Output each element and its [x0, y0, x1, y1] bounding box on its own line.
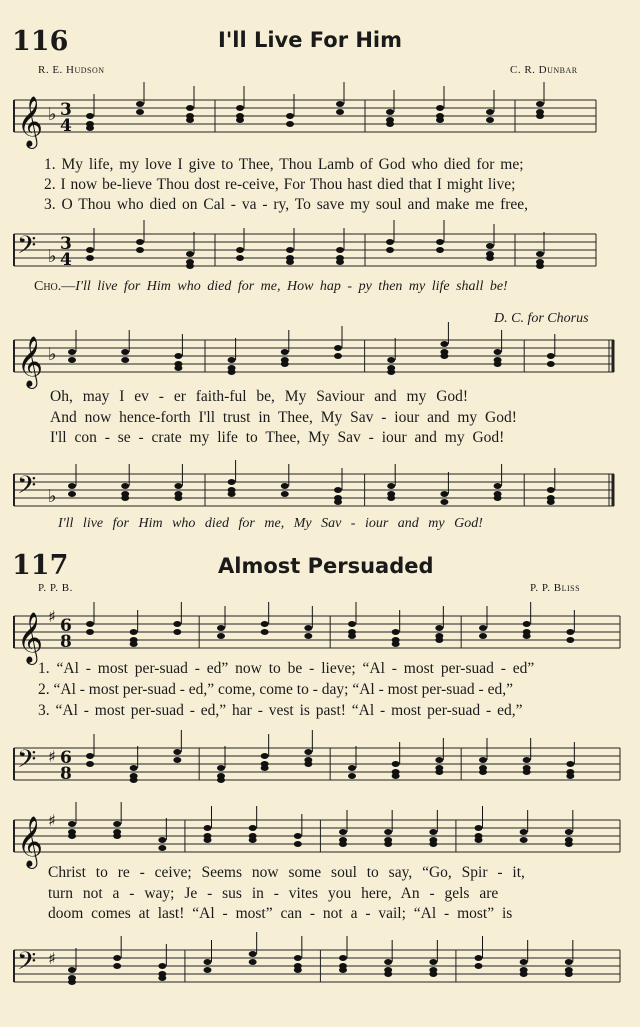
treble-clef: 𝄞: [17, 612, 44, 663]
note-head: [475, 837, 483, 843]
author-credit: C. R. Dunbar: [510, 64, 578, 76]
note-head: [435, 757, 443, 763]
note-head: [68, 491, 76, 497]
note-head: [536, 101, 544, 107]
chorus-line: [34, 279, 508, 295]
note-head: [435, 625, 443, 631]
note-head: [86, 761, 94, 767]
time-signature-bottom: 8: [60, 764, 72, 784]
note-head: [281, 491, 289, 497]
treble-staff: [0, 328, 640, 388]
note-head: [158, 837, 166, 843]
note-head: [228, 491, 236, 497]
note-head: [249, 837, 257, 843]
note-head: [479, 757, 487, 763]
note-head: [236, 105, 244, 111]
note-head: [173, 757, 181, 763]
note-head: [486, 243, 494, 249]
flat-sign: ♭: [48, 246, 57, 267]
note-head: [440, 353, 448, 359]
note-head: [336, 259, 344, 265]
treble-staff: [0, 808, 640, 868]
note-head: [113, 955, 121, 961]
note-head: [565, 959, 573, 965]
note-head: [536, 251, 544, 257]
note-head: [336, 247, 344, 253]
note-head: [479, 625, 487, 631]
chorus-label: Cho.—: [34, 279, 76, 294]
hymn-title: Almost Persuaded: [218, 554, 434, 578]
note-head: [536, 263, 544, 269]
bass-staff: [0, 736, 640, 796]
note-head: [336, 109, 344, 115]
note-head: [547, 353, 555, 359]
note-head: [286, 259, 294, 265]
note-head: [68, 833, 76, 839]
verse-line: Christ to re - ceive; Seems now some soul to say, “Go, Spir - it,: [48, 864, 525, 881]
note-head: [113, 963, 121, 969]
note-head: [386, 239, 394, 245]
chorus-text: I'll live for Him who died for me, How hap - py then my life shall be!: [75, 279, 508, 294]
note-head: [186, 117, 194, 123]
hymn-number: 116: [12, 26, 69, 57]
note-head: [475, 825, 483, 831]
note-head: [236, 255, 244, 261]
note-head: [68, 483, 76, 489]
note-head: [566, 629, 574, 635]
note-head: [520, 971, 528, 977]
flat-sign: ♭: [48, 486, 57, 507]
note-head: [435, 769, 443, 775]
verse-line: turn not a - way; Je - sus in - vites you here, An - gels are: [48, 885, 499, 902]
note-head: [440, 491, 448, 497]
note-head: [136, 101, 144, 107]
note-head: [429, 841, 437, 847]
note-head: [130, 777, 138, 783]
note-head: [217, 633, 225, 639]
note-head: [435, 637, 443, 643]
note-head: [174, 353, 182, 359]
note-head: [113, 821, 121, 827]
note-head: [384, 959, 392, 965]
note-head: [174, 495, 182, 501]
note-head: [387, 357, 395, 363]
time-signature-top: 3: [60, 100, 72, 120]
note-head: [392, 641, 400, 647]
note-head: [304, 633, 312, 639]
note-head: [294, 955, 302, 961]
note-head: [286, 247, 294, 253]
note-head: [475, 955, 483, 961]
note-head: [186, 263, 194, 269]
bass-staff: [0, 462, 640, 522]
note-head: [204, 825, 212, 831]
verse-line: I'll con - se - crate my life to Thee, My Sav - iour and my God!: [50, 429, 505, 446]
note-head: [261, 621, 269, 627]
verse-line: Oh, may I ev - er faith-ful be, My Saviour and my God!: [50, 388, 469, 405]
verse-line: 1. My life, my love I give to Thee, Thou Lamb of God who died for me;: [44, 156, 524, 173]
note-head: [479, 633, 487, 639]
note-head: [86, 753, 94, 759]
note-head: [261, 629, 269, 635]
note-head: [228, 479, 236, 485]
note-head: [523, 621, 531, 627]
note-head: [336, 101, 344, 107]
note-head: [392, 761, 400, 767]
note-head: [204, 837, 212, 843]
note-head: [158, 975, 166, 981]
hymn-number: 117: [12, 550, 69, 581]
note-head: [436, 239, 444, 245]
note-head: [348, 633, 356, 639]
note-head: [228, 369, 236, 375]
time-signature-bottom: 4: [60, 116, 72, 136]
verse-line: doom comes at last! “Al - most” can - not a - vail; “Al - most” is: [48, 905, 513, 922]
note-head: [186, 251, 194, 257]
note-head: [217, 765, 225, 771]
flat-sign: ♭: [48, 104, 57, 125]
composer-credit: R. E. Hudson: [38, 64, 105, 76]
note-head: [173, 621, 181, 627]
author-credit: P. P. B.: [38, 582, 73, 594]
note-head: [86, 621, 94, 627]
note-head: [130, 629, 138, 635]
note-head: [392, 629, 400, 635]
note-head: [429, 829, 437, 835]
note-head: [173, 749, 181, 755]
note-head: [249, 825, 257, 831]
sharp-sign: ♯: [48, 811, 56, 830]
note-head: [348, 773, 356, 779]
note-head: [130, 765, 138, 771]
note-head: [121, 495, 129, 501]
note-head: [494, 361, 502, 367]
note-head: [121, 483, 129, 489]
note-head: [520, 837, 528, 843]
bass-clef: 𝄢: [17, 745, 37, 780]
note-head: [486, 255, 494, 261]
note-head: [348, 765, 356, 771]
verse-line: And now hence-forth I'll trust in Thee, My Sav - iour and my God!: [50, 409, 517, 426]
note-head: [204, 959, 212, 965]
note-head: [68, 821, 76, 827]
note-head: [281, 483, 289, 489]
note-head: [387, 369, 395, 375]
flat-sign: ♭: [48, 344, 57, 365]
note-head: [440, 499, 448, 505]
bass-staff: [0, 938, 640, 998]
note-head: [281, 361, 289, 367]
note-head: [68, 979, 76, 985]
note-head: [392, 773, 400, 779]
note-head: [523, 769, 531, 775]
note-head: [217, 777, 225, 783]
note-head: [547, 361, 555, 367]
composer-credit: P. P. Bliss: [530, 582, 581, 594]
note-head: [334, 499, 342, 505]
treble-clef: 𝄞: [17, 336, 44, 387]
note-head: [294, 833, 302, 839]
note-head: [565, 841, 573, 847]
note-head: [261, 753, 269, 759]
note-head: [286, 113, 294, 119]
note-head: [228, 357, 236, 363]
note-head: [304, 749, 312, 755]
note-head: [68, 349, 76, 355]
note-head: [68, 357, 76, 363]
bass-staff: [0, 222, 640, 282]
dc-marking: D. C. for Chorus: [494, 311, 589, 326]
note-head: [387, 483, 395, 489]
note-head: [304, 761, 312, 767]
time-signature-top: 6: [60, 616, 72, 636]
note-head: [440, 341, 448, 347]
note-head: [339, 955, 347, 961]
note-head: [174, 483, 182, 489]
note-head: [286, 121, 294, 127]
note-head: [334, 353, 342, 359]
note-head: [436, 117, 444, 123]
note-head: [475, 963, 483, 969]
note-head: [384, 829, 392, 835]
bass-clef: 𝄢: [17, 471, 37, 506]
verse-line: 2. I now be-lieve Thou dost re-ceive, For Thou hast died that I might live;: [44, 176, 516, 193]
note-head: [186, 105, 194, 111]
verse-line: 1. “Al - most per-suad - ed” now to be - lieve; “Al - most per-suad - ed”: [38, 660, 535, 677]
note-head: [520, 829, 528, 835]
note-head: [86, 125, 94, 131]
note-head: [249, 951, 257, 957]
bass-clef: 𝄢: [17, 231, 37, 266]
note-head: [113, 833, 121, 839]
verse-line: 2. “Al - most per-suad - ed,” come, come to - day; “Al - most per-suad - ed,”: [38, 681, 513, 698]
note-head: [136, 247, 144, 253]
note-head: [523, 633, 531, 639]
note-head: [536, 113, 544, 119]
note-head: [386, 121, 394, 127]
note-head: [494, 349, 502, 355]
note-head: [130, 641, 138, 647]
sharp-sign: ♯: [48, 747, 56, 766]
note-head: [565, 829, 573, 835]
note-head: [236, 117, 244, 123]
note-head: [486, 117, 494, 123]
note-head: [334, 345, 342, 351]
sharp-sign: ♯: [48, 607, 56, 626]
note-head: [384, 971, 392, 977]
note-head: [217, 625, 225, 631]
note-head: [387, 495, 395, 501]
note-head: [566, 773, 574, 779]
treble-staff: [0, 604, 640, 664]
note-head: [174, 365, 182, 371]
note-head: [494, 495, 502, 501]
time-signature-bottom: 4: [60, 250, 72, 270]
note-head: [158, 963, 166, 969]
treble-clef: 𝄞: [17, 96, 44, 147]
note-head: [479, 769, 487, 775]
note-head: [304, 625, 312, 631]
note-head: [436, 247, 444, 253]
time-signature-top: 6: [60, 748, 72, 768]
time-signature-top: 3: [60, 234, 72, 254]
verse-line: 3. O Thou who died on Cal - va - ry, To save my soul and make me free,: [44, 196, 529, 213]
note-head: [86, 629, 94, 635]
note-head: [386, 109, 394, 115]
sharp-sign: ♯: [48, 949, 56, 968]
note-head: [121, 349, 129, 355]
note-head: [281, 349, 289, 355]
note-head: [494, 483, 502, 489]
hymn-title: I'll Live For Him: [218, 28, 403, 52]
note-head: [86, 255, 94, 261]
note-head: [173, 629, 181, 635]
note-head: [121, 357, 129, 363]
note-head: [566, 761, 574, 767]
note-head: [204, 967, 212, 973]
chorus-line: I'll live for Him who died for me, My Sav - iour and my God!: [58, 516, 483, 531]
note-head: [86, 113, 94, 119]
treble-staff: [0, 88, 640, 148]
note-head: [565, 971, 573, 977]
note-head: [136, 239, 144, 245]
note-head: [294, 967, 302, 973]
time-signature-bottom: 8: [60, 632, 72, 652]
note-head: [547, 487, 555, 493]
note-head: [547, 499, 555, 505]
note-head: [339, 829, 347, 835]
note-head: [523, 757, 531, 763]
note-head: [339, 841, 347, 847]
note-head: [486, 109, 494, 115]
note-head: [136, 109, 144, 115]
note-head: [384, 841, 392, 847]
note-head: [158, 845, 166, 851]
note-head: [348, 621, 356, 627]
note-head: [294, 841, 302, 847]
verse-line: 3. “Al - most per-suad - ed,” har - vest is past! “Al - most per-suad - ed,”: [38, 702, 523, 719]
note-head: [386, 247, 394, 253]
note-head: [566, 637, 574, 643]
note-head: [86, 247, 94, 253]
note-head: [334, 487, 342, 493]
note-head: [429, 959, 437, 965]
note-head: [436, 105, 444, 111]
treble-clef: 𝄞: [17, 816, 44, 867]
note-head: [68, 967, 76, 973]
note-head: [520, 959, 528, 965]
note-head: [249, 959, 257, 965]
note-head: [261, 765, 269, 771]
bass-clef: 𝄢: [17, 947, 37, 982]
note-head: [429, 971, 437, 977]
note-head: [236, 247, 244, 253]
note-head: [339, 967, 347, 973]
